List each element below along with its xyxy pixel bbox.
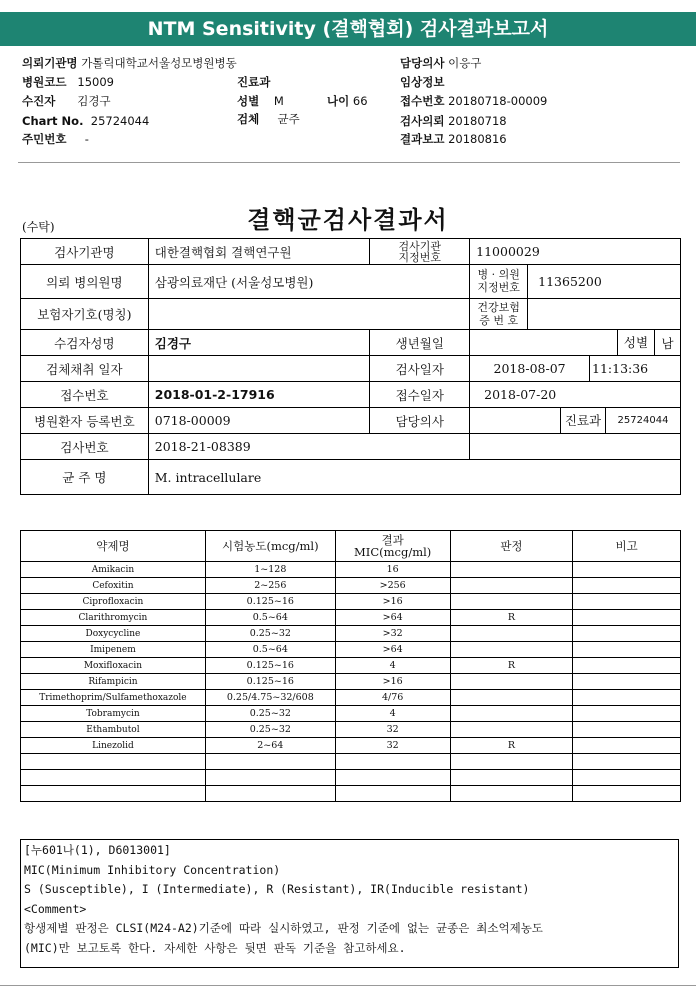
mic-cell: >256: [335, 578, 450, 594]
drug-name-cell: [21, 754, 206, 770]
mic-cell: >32: [335, 626, 450, 642]
recv-no-value: 2018-01-2-17916: [148, 382, 370, 408]
info-row: [21, 434, 681, 460]
remarks-cell: [573, 722, 681, 738]
judgement-cell: [450, 674, 573, 690]
clinical-row: [400, 74, 444, 91]
drug-name-cell: Ciprofloxacin: [21, 594, 206, 610]
request-value: 20180718: [448, 114, 507, 128]
health-label-line1: 건강보험: [477, 301, 520, 314]
age-row: [327, 93, 368, 110]
report-header-title: NTM Sensitivity (결핵협회) 검사결과보고서: [0, 12, 696, 46]
judgement-cell: R: [450, 658, 573, 674]
receipt-tag: (수탁): [22, 220, 55, 234]
doctor-label: 담당의사: [400, 56, 445, 70]
mic-cell: 16: [335, 562, 450, 578]
sex-value: 남: [661, 335, 674, 351]
judgement-cell: [450, 722, 573, 738]
concentration-cell: 2~64: [205, 738, 335, 754]
lab-code-value: 11000029: [470, 239, 681, 265]
susceptibility-table: [20, 530, 681, 802]
remarks-cell: [573, 754, 681, 770]
hospital-code-value: 15009: [77, 75, 114, 89]
drug-name-cell: Amikacin: [21, 562, 206, 578]
col-drug: 약제명: [21, 531, 206, 562]
strain-value: M. intracellulare: [148, 460, 680, 495]
recv-date-label: 접수일자: [370, 382, 470, 408]
table-row: [21, 706, 681, 722]
table-row: [21, 674, 681, 690]
info-row: [21, 299, 681, 330]
ssn-label: 주민번호: [22, 132, 67, 146]
reg-label: 병원환자 등록번호: [21, 408, 149, 434]
judgement-cell: [450, 626, 573, 642]
table-row: [21, 722, 681, 738]
req-hosp-label: 의뢰 병의원명: [21, 265, 149, 299]
footer-divider: [0, 985, 696, 986]
health-cell: [470, 299, 681, 330]
judgement-cell: [450, 562, 573, 578]
sex-cell: [617, 330, 680, 356]
sex-value: M: [273, 94, 284, 108]
mic-cell: 32: [335, 722, 450, 738]
report-title: 결핵균검사결과서: [247, 205, 449, 234]
patient-info-table: [20, 238, 681, 495]
table-row: [21, 786, 681, 802]
remarks-cell: [573, 658, 681, 674]
col-result: [335, 531, 450, 562]
concentration-cell: 0.5~64: [205, 610, 335, 626]
health-label-line2: 증 번 호: [479, 314, 519, 327]
accession-value: 20180718-00009: [448, 94, 548, 108]
judgement-cell: [450, 754, 573, 770]
hospital-code-row: [22, 74, 114, 91]
table-row: [21, 626, 681, 642]
info-row: [21, 460, 681, 495]
accession-label: 접수번호: [400, 94, 445, 108]
sex-label: 성별: [618, 330, 655, 355]
note-line: MIC(Minimum Inhibitory Concentration): [24, 862, 281, 877]
note-line: [누601나(1), D6013001]: [24, 843, 171, 857]
concentration-cell: 1~128: [205, 562, 335, 578]
specimen-label: 검체: [237, 112, 260, 126]
remarks-cell: [573, 770, 681, 786]
institution-row: [22, 55, 237, 72]
mic-cell: 32: [335, 738, 450, 754]
institution-value: 가톨릭대학교서울성모병원병동: [81, 56, 237, 70]
info-row: [21, 356, 681, 382]
sex-label: 성별: [237, 94, 260, 108]
drug-name-cell: Ethambutol: [21, 722, 206, 738]
judgement-cell: [450, 786, 573, 802]
mic-cell: 4: [335, 658, 450, 674]
chart-value: 25724044: [90, 114, 150, 128]
mic-cell: [335, 786, 450, 802]
request-row: [400, 113, 507, 130]
concentration-cell: [205, 786, 335, 802]
concentration-cell: 0.125~16: [205, 594, 335, 610]
lab-code-label-line2: 지정번호: [398, 250, 441, 264]
test-no-extra: [470, 434, 681, 460]
collect-label: 검체채취 일자: [21, 356, 149, 382]
mic-cell: >16: [335, 594, 450, 610]
strain-label: 균 주 명: [21, 460, 149, 495]
concentration-cell: [205, 770, 335, 786]
recv-no-label: 접수번호: [21, 382, 149, 408]
collect-value: [148, 356, 370, 382]
ssn-row: [22, 131, 89, 148]
note-line: <Comment>: [24, 901, 87, 916]
request-label: 검사의뢰: [400, 114, 445, 128]
table-header-row: [21, 531, 681, 562]
concentration-cell: 0.125~16: [205, 674, 335, 690]
concentration-cell: 0.5~64: [205, 642, 335, 658]
remarks-cell: [573, 594, 681, 610]
report-date-value: 20180816: [448, 132, 507, 146]
accession-row: [400, 93, 547, 110]
mic-cell: 4/76: [335, 690, 450, 706]
judgement-cell: R: [450, 738, 573, 754]
concentration-cell: 2~256: [205, 578, 335, 594]
judgement-cell: [450, 706, 573, 722]
specimen-row: [237, 111, 300, 128]
remarks-cell: [573, 642, 681, 658]
concentration-cell: 0.25/4.75~32/608: [205, 690, 335, 706]
doctor-value: 이응구: [448, 56, 482, 70]
info-row: [21, 382, 681, 408]
table-row: [21, 754, 681, 770]
table-row: [21, 642, 681, 658]
info-row: [21, 408, 681, 434]
lab-value: 대한결핵협회 결핵연구원: [148, 239, 370, 265]
dept-label: 진료과: [237, 75, 271, 89]
col-judgement: 판정: [450, 531, 573, 562]
note-line: (MIC)만 보고토록 한다. 자세한 사항은 뒷면 판독 기준을 참고하세요.: [24, 940, 406, 955]
info-row: [21, 265, 681, 299]
req-hosp-value: 삼광의료재단 (서울성모병원): [148, 265, 469, 299]
name-value: 김경구: [148, 330, 370, 356]
concentration-cell: 0.25~32: [205, 706, 335, 722]
col-result-line1: 결과: [381, 533, 404, 547]
mic-cell: >64: [335, 642, 450, 658]
report-date-label: 결과보고: [400, 132, 445, 146]
dob-value: [470, 330, 618, 356]
mic-cell: 4: [335, 706, 450, 722]
judgement-cell: [450, 642, 573, 658]
dob-label: 생년월일: [370, 330, 470, 356]
dept-cell: [564, 408, 681, 434]
mic-cell: >16: [335, 674, 450, 690]
drug-name-cell: Moxifloxacin: [21, 658, 206, 674]
test-time-value: 11:13:36: [590, 356, 681, 382]
judgement-cell: R: [450, 610, 573, 626]
dept-value: 25724044: [617, 415, 669, 426]
drug-name-cell: Cefoxitin: [21, 578, 206, 594]
recv-date-value: 2018-07-20: [470, 382, 681, 408]
concentration-cell: 0.25~32: [205, 722, 335, 738]
concentration-cell: [205, 754, 335, 770]
chart-label: Chart No.: [22, 114, 84, 128]
clinical-label: 임상정보: [400, 75, 445, 89]
remarks-cell: [573, 626, 681, 642]
insurer-label: 보험자기호(명칭): [21, 299, 149, 330]
remarks-cell: [573, 562, 681, 578]
drug-name-cell: [21, 770, 206, 786]
health-label: [470, 299, 528, 329]
drug-name-cell: Rifampicin: [21, 674, 206, 690]
dept-row: [237, 74, 270, 91]
judgement-cell: [450, 770, 573, 786]
patient-label: 수진자: [22, 94, 56, 108]
drug-name-cell: Imipenem: [21, 642, 206, 658]
table-row: [21, 594, 681, 610]
drug-name-cell: Tobramycin: [21, 706, 206, 722]
judgement-cell: [450, 594, 573, 610]
col-result-line2: MIC(mcg/ml): [354, 545, 432, 559]
notes-box: [20, 839, 679, 968]
lab-code-label: [370, 239, 470, 265]
report-date-row: [400, 131, 507, 148]
hospital-code-label: 병원코드: [22, 75, 67, 89]
test-no-value: 2018-21-08389: [148, 434, 469, 460]
mic-cell: [335, 770, 450, 786]
remarks-cell: [573, 610, 681, 626]
concentration-cell: 0.25~32: [205, 626, 335, 642]
chart-row: [22, 113, 149, 130]
req-code-label-line1: 병 · 의원: [477, 268, 520, 281]
remarks-cell: [573, 738, 681, 754]
test-no-label: 검사번호: [21, 434, 149, 460]
req-code-label: [470, 265, 528, 298]
mic-cell: [335, 754, 450, 770]
remarks-cell: [573, 674, 681, 690]
judgement-cell: [450, 578, 573, 594]
table-row: [21, 610, 681, 626]
age-value: 66: [352, 94, 368, 108]
drug-name-cell: Doxycycline: [21, 626, 206, 642]
drug-name-cell: Clarithromycin: [21, 610, 206, 626]
doctor-label: 담당의사: [370, 408, 470, 434]
test-date-value: 2018-08-07: [470, 356, 590, 382]
table-row: [21, 738, 681, 754]
name-label: 수검자성명: [21, 330, 149, 356]
req-code-label-line2: 지정번호: [477, 281, 520, 294]
test-date-label: 검사일자: [370, 356, 470, 382]
remarks-cell: [573, 786, 681, 802]
patient-value: 김경구: [77, 94, 111, 108]
req-code-cell: [470, 265, 681, 299]
ssn-value: -: [84, 132, 89, 146]
req-code-value: 11365200: [538, 274, 602, 289]
table-row: [21, 578, 681, 594]
judgement-cell: [450, 690, 573, 706]
drug-name-cell: Linezolid: [21, 738, 206, 754]
reg-value: 0718-00009: [148, 408, 370, 434]
doctor-row: [400, 55, 481, 72]
insurer-value: [148, 299, 469, 330]
note-line: 항생제별 판정은 CLSI(M24-A2)기준에 따라 실시하였고, 판정 기준에 없는 균종은 최소억제농도: [24, 921, 543, 935]
info-row: [21, 239, 681, 265]
concentration-cell: 0.125~16: [205, 658, 335, 674]
header-divider: [18, 162, 680, 163]
dept-label: 진료과: [560, 408, 606, 433]
specimen-value: 균주: [277, 112, 300, 126]
table-row: [21, 770, 681, 786]
col-concentration: 시험농도(mcg/ml): [205, 531, 335, 562]
institution-label: 의뢰기관명: [22, 56, 78, 70]
drug-name-cell: Trimethoprim/Sulfamethoxazole: [21, 690, 206, 706]
sex-row: [237, 93, 284, 110]
table-row: [21, 562, 681, 578]
mic-cell: >64: [335, 610, 450, 626]
note-line: S (Susceptible), I (Intermediate), R (Resistant), IR(Inducible resistant): [24, 882, 530, 896]
table-row: [21, 690, 681, 706]
age-label: 나이: [327, 94, 350, 108]
patient-row: [22, 93, 111, 110]
remarks-cell: [573, 706, 681, 722]
remarks-cell: [573, 690, 681, 706]
info-row: [21, 330, 681, 356]
table-row: [21, 658, 681, 674]
col-remarks: 비고: [573, 531, 681, 562]
remarks-cell: [573, 578, 681, 594]
lab-label: 검사기관명: [21, 239, 149, 265]
drug-name-cell: [21, 786, 206, 802]
lab-code-label-line1: 검사기관: [398, 239, 441, 253]
